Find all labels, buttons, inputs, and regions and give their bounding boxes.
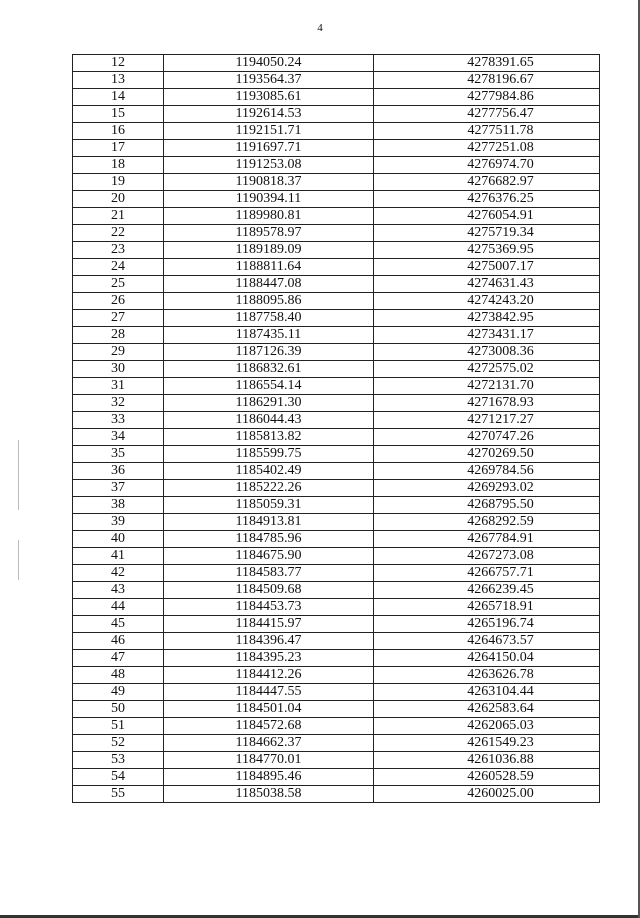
point-number-cell: 23 xyxy=(73,242,164,259)
x-coordinate-cell: 1186291.30 xyxy=(164,395,374,412)
table-row xyxy=(73,616,600,633)
x-coordinate-cell: 1189578.97 xyxy=(164,225,374,242)
point-number-cell: 55 xyxy=(73,786,164,803)
table-row xyxy=(73,378,600,395)
x-coordinate-cell: 1190818.37 xyxy=(164,174,374,191)
x-coordinate-cell: 1184675.90 xyxy=(164,548,374,565)
point-number-cell: 30 xyxy=(73,361,164,378)
table-row xyxy=(73,327,600,344)
point-number-cell: 32 xyxy=(73,395,164,412)
x-coordinate-cell: 1188095.86 xyxy=(164,293,374,310)
table-row xyxy=(73,446,600,463)
x-coordinate-cell: 1189189.09 xyxy=(164,242,374,259)
point-number-cell: 43 xyxy=(73,582,164,599)
table-row xyxy=(73,293,600,310)
y-coordinate-cell: 4277756.47 xyxy=(374,106,600,123)
y-coordinate-cell: 4276054.91 xyxy=(374,208,600,225)
y-coordinate-cell: 4264673.57 xyxy=(374,633,600,650)
point-number-cell: 18 xyxy=(73,157,164,174)
point-number-cell: 44 xyxy=(73,599,164,616)
y-coordinate-cell: 4267273.08 xyxy=(374,548,600,565)
x-coordinate-cell: 1186554.14 xyxy=(164,378,374,395)
y-coordinate-cell: 4269293.02 xyxy=(374,480,600,497)
table-row xyxy=(73,242,600,259)
table-row xyxy=(73,310,600,327)
y-coordinate-cell: 4262065.03 xyxy=(374,718,600,735)
y-coordinate-cell: 4268795.50 xyxy=(374,497,600,514)
table-row xyxy=(73,361,600,378)
y-coordinate-cell: 4260528.59 xyxy=(374,769,600,786)
y-coordinate-cell: 4271217.27 xyxy=(374,412,600,429)
table-row xyxy=(73,106,600,123)
table-row xyxy=(73,735,600,752)
y-coordinate-cell: 4268292.59 xyxy=(374,514,600,531)
y-coordinate-cell: 4263104.44 xyxy=(374,684,600,701)
y-coordinate-cell: 4275719.34 xyxy=(374,225,600,242)
point-number-cell: 36 xyxy=(73,463,164,480)
x-coordinate-cell: 1184412.26 xyxy=(164,667,374,684)
table-row xyxy=(73,582,600,599)
point-number-cell: 24 xyxy=(73,259,164,276)
x-coordinate-cell: 1189980.81 xyxy=(164,208,374,225)
point-number-cell: 25 xyxy=(73,276,164,293)
table-row xyxy=(73,412,600,429)
x-coordinate-cell: 1184509.68 xyxy=(164,582,374,599)
x-coordinate-cell: 1184662.37 xyxy=(164,735,374,752)
y-coordinate-cell: 4278196.67 xyxy=(374,72,600,89)
y-coordinate-cell: 4265196.74 xyxy=(374,616,600,633)
table-row xyxy=(73,208,600,225)
y-coordinate-cell: 4272575.02 xyxy=(374,361,600,378)
y-coordinate-cell: 4276376.25 xyxy=(374,191,600,208)
y-coordinate-cell: 4277984.86 xyxy=(374,89,600,106)
y-coordinate-cell: 4273431.17 xyxy=(374,327,600,344)
table-row xyxy=(73,191,600,208)
page-number: 4 xyxy=(317,22,323,34)
y-coordinate-cell: 4269784.56 xyxy=(374,463,600,480)
table-row xyxy=(73,752,600,769)
point-number-cell: 37 xyxy=(73,480,164,497)
x-coordinate-cell: 1188811.64 xyxy=(164,259,374,276)
y-coordinate-cell: 4266757.71 xyxy=(374,565,600,582)
table-row xyxy=(73,599,600,616)
left-margin-mark xyxy=(18,440,19,510)
point-number-cell: 45 xyxy=(73,616,164,633)
x-coordinate-cell: 1193564.37 xyxy=(164,72,374,89)
x-coordinate-cell: 1187435.11 xyxy=(164,327,374,344)
point-number-cell: 14 xyxy=(73,89,164,106)
x-coordinate-cell: 1187758.40 xyxy=(164,310,374,327)
x-coordinate-cell: 1186044.43 xyxy=(164,412,374,429)
point-number-cell: 40 xyxy=(73,531,164,548)
point-number-cell: 47 xyxy=(73,650,164,667)
point-number-cell: 33 xyxy=(73,412,164,429)
point-number-cell: 16 xyxy=(73,123,164,140)
table-row xyxy=(73,667,600,684)
x-coordinate-cell: 1184415.97 xyxy=(164,616,374,633)
table-row xyxy=(73,140,600,157)
y-coordinate-cell: 4273842.95 xyxy=(374,310,600,327)
table-row xyxy=(73,72,600,89)
point-number-cell: 41 xyxy=(73,548,164,565)
y-coordinate-cell: 4261549.23 xyxy=(374,735,600,752)
x-coordinate-cell: 1185599.75 xyxy=(164,446,374,463)
point-number-cell: 17 xyxy=(73,140,164,157)
point-number-cell: 29 xyxy=(73,344,164,361)
x-coordinate-cell: 1194050.24 xyxy=(164,55,374,72)
x-coordinate-cell: 1184501.04 xyxy=(164,701,374,718)
table-row xyxy=(73,429,600,446)
y-coordinate-cell: 4263626.78 xyxy=(374,667,600,684)
x-coordinate-cell: 1184572.68 xyxy=(164,718,374,735)
point-number-cell: 13 xyxy=(73,72,164,89)
y-coordinate-cell: 4270747.26 xyxy=(374,429,600,446)
y-coordinate-cell: 4277511.78 xyxy=(374,123,600,140)
table-row xyxy=(73,565,600,582)
point-number-cell: 20 xyxy=(73,191,164,208)
point-number-cell: 12 xyxy=(73,55,164,72)
table-row xyxy=(73,55,600,72)
x-coordinate-cell: 1184785.96 xyxy=(164,531,374,548)
table-row xyxy=(73,718,600,735)
y-coordinate-cell: 4277251.08 xyxy=(374,140,600,157)
point-number-cell: 21 xyxy=(73,208,164,225)
left-margin-mark xyxy=(18,540,19,580)
table-row xyxy=(73,463,600,480)
table-row xyxy=(73,480,600,497)
point-number-cell: 27 xyxy=(73,310,164,327)
x-coordinate-cell: 1185038.58 xyxy=(164,786,374,803)
y-coordinate-cell: 4276974.70 xyxy=(374,157,600,174)
x-coordinate-cell: 1186832.61 xyxy=(164,361,374,378)
x-coordinate-cell: 1184913.81 xyxy=(164,514,374,531)
point-number-cell: 39 xyxy=(73,514,164,531)
table-row xyxy=(73,395,600,412)
y-coordinate-cell: 4267784.91 xyxy=(374,531,600,548)
table-row xyxy=(73,684,600,701)
point-number-cell: 50 xyxy=(73,701,164,718)
y-coordinate-cell: 4274631.43 xyxy=(374,276,600,293)
point-number-cell: 52 xyxy=(73,735,164,752)
y-coordinate-cell: 4260025.00 xyxy=(374,786,600,803)
point-number-cell: 26 xyxy=(73,293,164,310)
y-coordinate-cell: 4265718.91 xyxy=(374,599,600,616)
point-number-cell: 42 xyxy=(73,565,164,582)
x-coordinate-cell: 1185813.82 xyxy=(164,429,374,446)
y-coordinate-cell: 4278391.65 xyxy=(374,55,600,72)
point-number-cell: 31 xyxy=(73,378,164,395)
x-coordinate-cell: 1184395.23 xyxy=(164,650,374,667)
y-coordinate-cell: 4273008.36 xyxy=(374,344,600,361)
table-row xyxy=(73,633,600,650)
point-number-cell: 22 xyxy=(73,225,164,242)
x-coordinate-cell: 1184770.01 xyxy=(164,752,374,769)
point-number-cell: 38 xyxy=(73,497,164,514)
table-row xyxy=(73,344,600,361)
point-number-cell: 48 xyxy=(73,667,164,684)
x-coordinate-cell: 1187126.39 xyxy=(164,344,374,361)
x-coordinate-cell: 1185059.31 xyxy=(164,497,374,514)
point-number-cell: 54 xyxy=(73,769,164,786)
y-coordinate-cell: 4264150.04 xyxy=(374,650,600,667)
y-coordinate-cell: 4275369.95 xyxy=(374,242,600,259)
table-row xyxy=(73,650,600,667)
x-coordinate-cell: 1184447.55 xyxy=(164,684,374,701)
point-number-cell: 35 xyxy=(73,446,164,463)
x-coordinate-cell: 1192151.71 xyxy=(164,123,374,140)
y-coordinate-cell: 4266239.45 xyxy=(374,582,600,599)
x-coordinate-cell: 1184583.77 xyxy=(164,565,374,582)
table-row xyxy=(73,174,600,191)
table-row xyxy=(73,769,600,786)
y-coordinate-cell: 4262583.64 xyxy=(374,701,600,718)
table-row xyxy=(73,786,600,803)
table-row xyxy=(73,276,600,293)
point-number-cell: 34 xyxy=(73,429,164,446)
x-coordinate-cell: 1185402.49 xyxy=(164,463,374,480)
x-coordinate-cell: 1188447.08 xyxy=(164,276,374,293)
x-coordinate-cell: 1193085.61 xyxy=(164,89,374,106)
x-coordinate-cell: 1192614.53 xyxy=(164,106,374,123)
coordinates-table-body xyxy=(73,55,600,803)
point-number-cell: 51 xyxy=(73,718,164,735)
x-coordinate-cell: 1184453.73 xyxy=(164,599,374,616)
coordinates-table xyxy=(72,54,600,803)
point-number-cell: 53 xyxy=(73,752,164,769)
x-coordinate-cell: 1184396.47 xyxy=(164,633,374,650)
x-coordinate-cell: 1190394.11 xyxy=(164,191,374,208)
point-number-cell: 46 xyxy=(73,633,164,650)
table-row xyxy=(73,259,600,276)
table-row xyxy=(73,548,600,565)
y-coordinate-cell: 4275007.17 xyxy=(374,259,600,276)
y-coordinate-cell: 4274243.20 xyxy=(374,293,600,310)
table-row xyxy=(73,89,600,106)
point-number-cell: 19 xyxy=(73,174,164,191)
point-number-cell: 49 xyxy=(73,684,164,701)
x-coordinate-cell: 1185222.26 xyxy=(164,480,374,497)
y-coordinate-cell: 4276682.97 xyxy=(374,174,600,191)
table-row xyxy=(73,225,600,242)
table-row xyxy=(73,497,600,514)
x-coordinate-cell: 1191253.08 xyxy=(164,157,374,174)
y-coordinate-cell: 4271678.93 xyxy=(374,395,600,412)
y-coordinate-cell: 4270269.50 xyxy=(374,446,600,463)
y-coordinate-cell: 4272131.70 xyxy=(374,378,600,395)
y-coordinate-cell: 4261036.88 xyxy=(374,752,600,769)
table-row xyxy=(73,701,600,718)
table-row xyxy=(73,157,600,174)
table-row xyxy=(73,514,600,531)
x-coordinate-cell: 1191697.71 xyxy=(164,140,374,157)
table-row xyxy=(73,123,600,140)
point-number-cell: 15 xyxy=(73,106,164,123)
table-row xyxy=(73,531,600,548)
point-number-cell: 28 xyxy=(73,327,164,344)
x-coordinate-cell: 1184895.46 xyxy=(164,769,374,786)
